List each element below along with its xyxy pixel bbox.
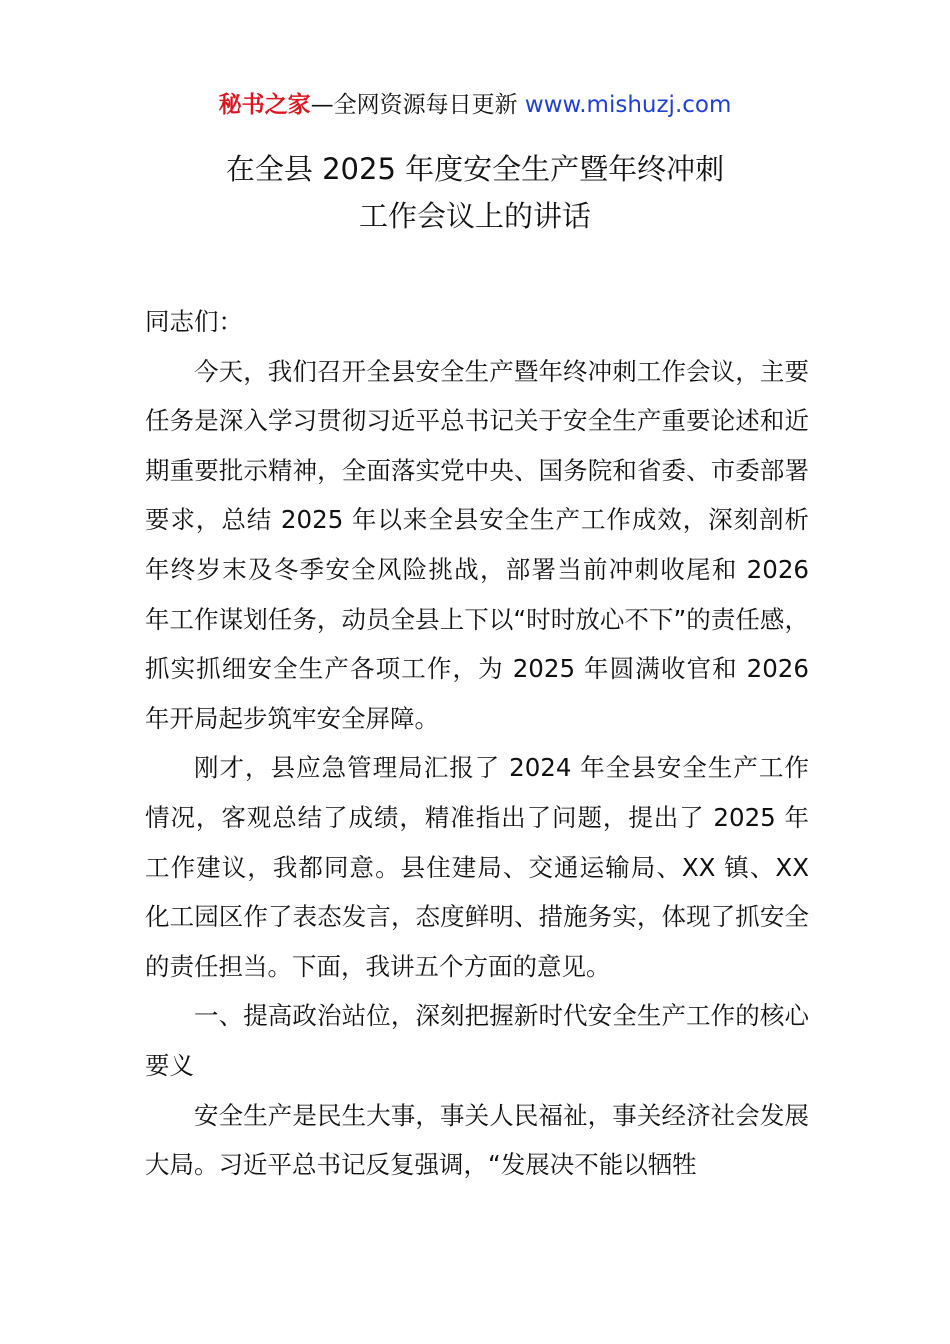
- site-header: [0, 88, 950, 122]
- section-heading-1: 一、提高政治站位，深刻把握新时代安全生产工作的核心要义: [145, 1001, 809, 1080]
- paragraph-section-1: 安全生产是民生大事，事关人民福祉，事关经济社会发展大局。习近平总书记反复强调，“发展决不能以牺牲: [145, 1100, 809, 1180]
- paragraph-review: 刚才，县应急管理局汇报了 2024 年全县安全生产工作情况，客观总结了成绩，精准指出了问题，提出了 2025 年工作建议，我都同意。县住建局、交通运输局、XX 镇、XX 化工园区作了表态发言，态度鲜明、措施务实，体现了抓安全的责任担当。下面，我讲五个方面的意见。: [145, 753, 809, 981]
- title-line-2: 工作会议上的讲话: [358, 199, 591, 233]
- paragraph-opening: 今天，我们召开全县安全生产暨年终冲刺工作会议，主要任务是深入学习贯彻习近平总书记关于安全生产重要论述和近期重要批示精神，全面落实党中央、国务院和省委、市委部署要求，总结 2025 年以来全县安全生产工作成效，深刻剖析年终岁末及冬季安全风险挑战，部署当前冲刺收尾和 2026 年工作谋划任务，动员全县上下以“时时放心不下”的责任感，抓实抓细安全生产各项工作，为 2025 年圆满收官和 2026 年开局起步筑牢安全屏障。: [145, 356, 809, 733]
- document-body: [145, 297, 809, 1190]
- salutation: 同志们：: [145, 307, 243, 336]
- site-url-link[interactable]: www.mishuzj.com: [524, 92, 732, 118]
- brand-name: 秘书之家: [218, 92, 311, 118]
- header-tagline: —全网资源每日更新: [310, 92, 525, 118]
- document-title: [0, 146, 950, 240]
- title-line-1: 在全县 2025 年度安全生产暨年终冲刺: [225, 152, 725, 186]
